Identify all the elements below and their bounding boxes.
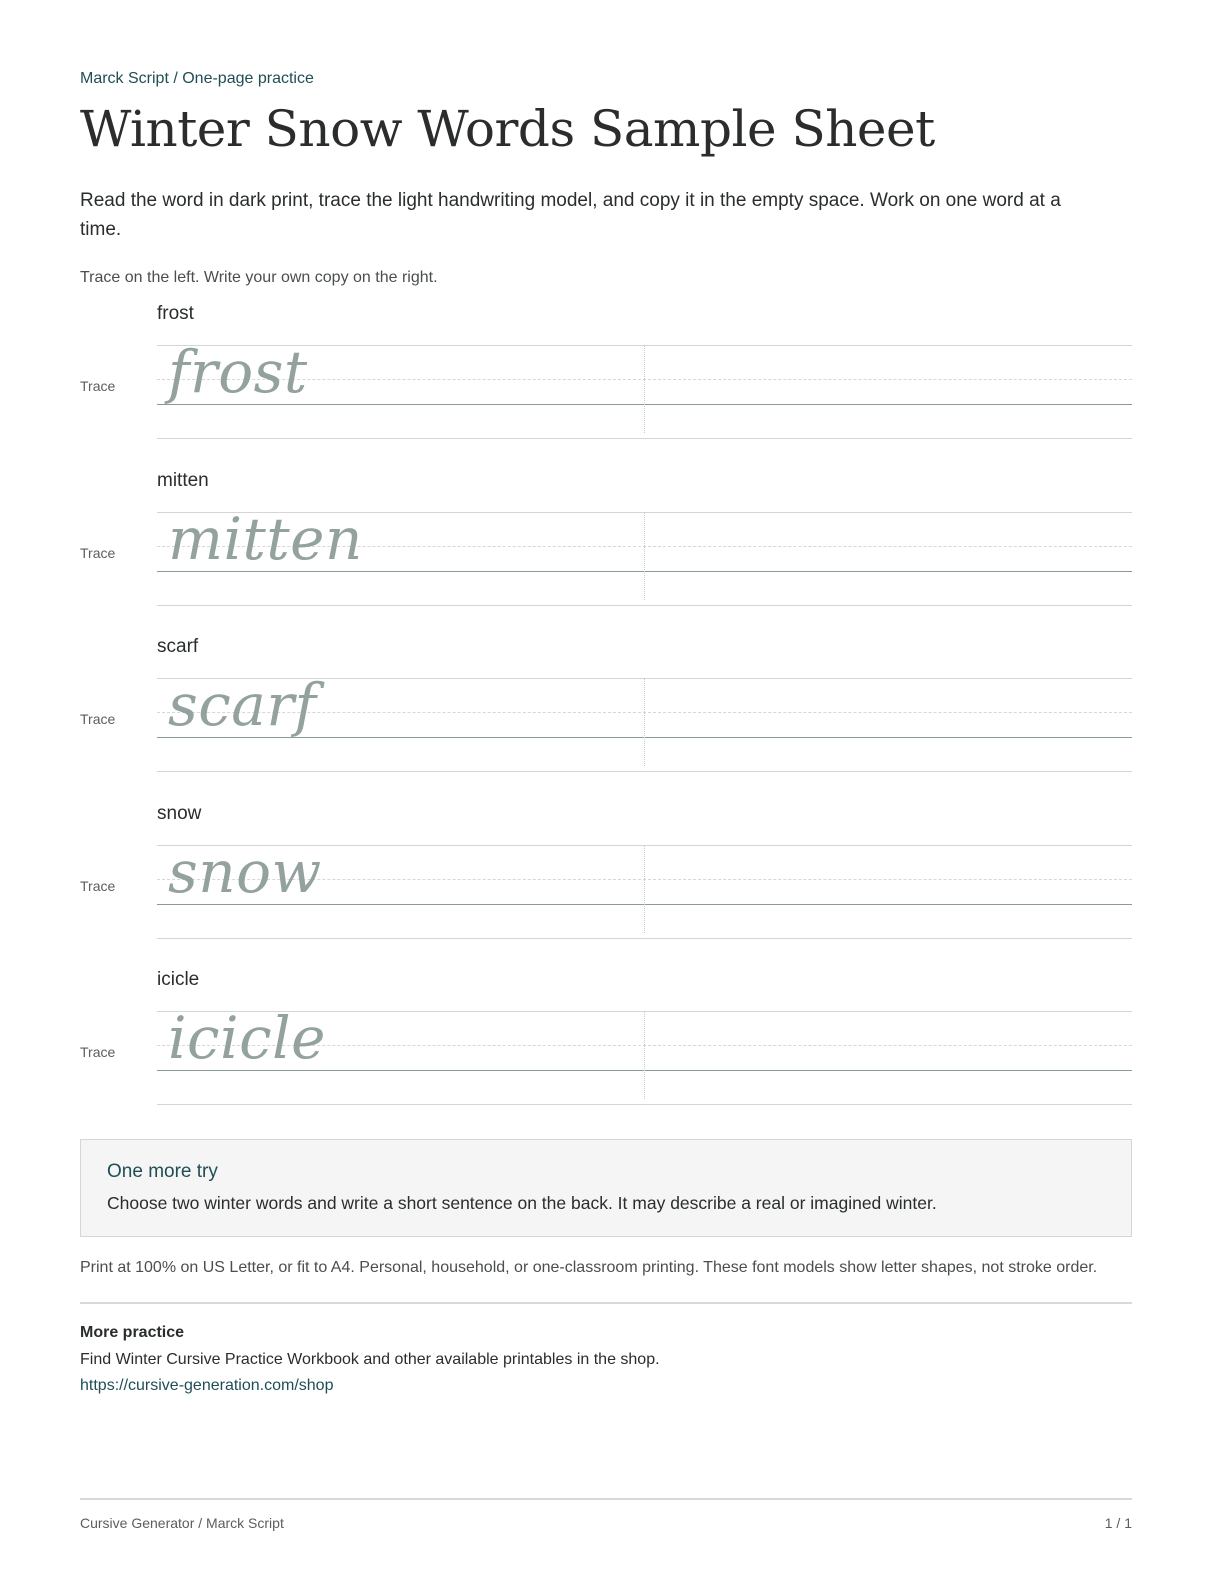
more-practice-title: More practice <box>80 1324 185 1341</box>
bottom-line <box>157 1104 1132 1105</box>
bottom-line <box>157 771 1132 772</box>
page-title: Winter Snow Words Sample Sheet <box>80 100 935 158</box>
word-label: mitten <box>157 469 209 491</box>
bottom-line <box>157 938 1132 939</box>
breadcrumb[interactable]: Marck Script / One-page practice <box>80 70 314 87</box>
page-number: 1 / 1 <box>1104 1515 1132 1531</box>
instruction-hint: Trace on the left. Write your own copy on the right. <box>80 269 438 286</box>
trace-label: Trace <box>80 544 116 561</box>
trace-label: Trace <box>80 378 116 394</box>
practice-row <box>0 633 1224 800</box>
print-note: Print at 100% on US Letter, or fit to A4. Personal, household, or one-classroom printing. These font models show letter shapes, not stroke order. <box>80 1259 1098 1276</box>
bottom-line <box>157 605 1132 606</box>
trace-label: Trace <box>80 877 116 894</box>
handwriting-lines[interactable] <box>157 1004 1132 1106</box>
tip-title: One more try <box>107 1161 218 1182</box>
divider <box>80 1302 1132 1304</box>
footer-source: Cursive Generator / Marck Script <box>80 1515 284 1531</box>
word-label: scarf <box>157 636 199 657</box>
trace-label: Trace <box>80 711 116 727</box>
handwriting-lines[interactable] <box>157 504 1132 607</box>
bottom-line <box>157 438 1132 439</box>
trace-model-word: mitten <box>168 504 363 573</box>
practice-row <box>0 300 1224 467</box>
more-practice-text: Find Winter Cursive Practice Workbook and other available printables in the shop. <box>80 1351 660 1368</box>
trace-copy-divider <box>644 678 645 766</box>
trace-model-word: frost <box>168 338 308 406</box>
tip-text: Choose two winter words and write a short sentence on the back. It may describe a real or imagined winter. <box>107 1193 937 1213</box>
practice-row <box>0 467 1224 634</box>
trace-model-word: icicle <box>168 1004 326 1072</box>
handwriting-lines[interactable] <box>157 837 1132 940</box>
trace-label: Trace <box>80 1044 116 1060</box>
intro-text: Read the word in dark print, trace the light handwriting model, and copy it in the empty space. Work on one word at a time. <box>80 190 1061 240</box>
word-label: frost <box>157 303 194 324</box>
footer-divider <box>80 1498 1132 1500</box>
trace-copy-divider <box>644 512 645 600</box>
word-label: snow <box>157 802 202 824</box>
tip-box <box>80 1139 1132 1237</box>
trace-copy-divider <box>644 1011 645 1099</box>
handwriting-lines[interactable] <box>157 338 1132 440</box>
trace-copy-divider <box>644 845 645 933</box>
trace-model-word: scarf <box>168 671 317 739</box>
practice-rows <box>0 300 1224 1133</box>
trace-model-word: snow <box>168 837 322 906</box>
practice-row <box>0 966 1224 1133</box>
trace-copy-divider <box>644 345 645 433</box>
word-label: icicle <box>157 969 200 990</box>
shop-link[interactable]: https://cursive-generation.com/shop <box>80 1377 334 1394</box>
practice-row <box>0 800 1224 967</box>
handwriting-lines[interactable] <box>157 671 1132 773</box>
